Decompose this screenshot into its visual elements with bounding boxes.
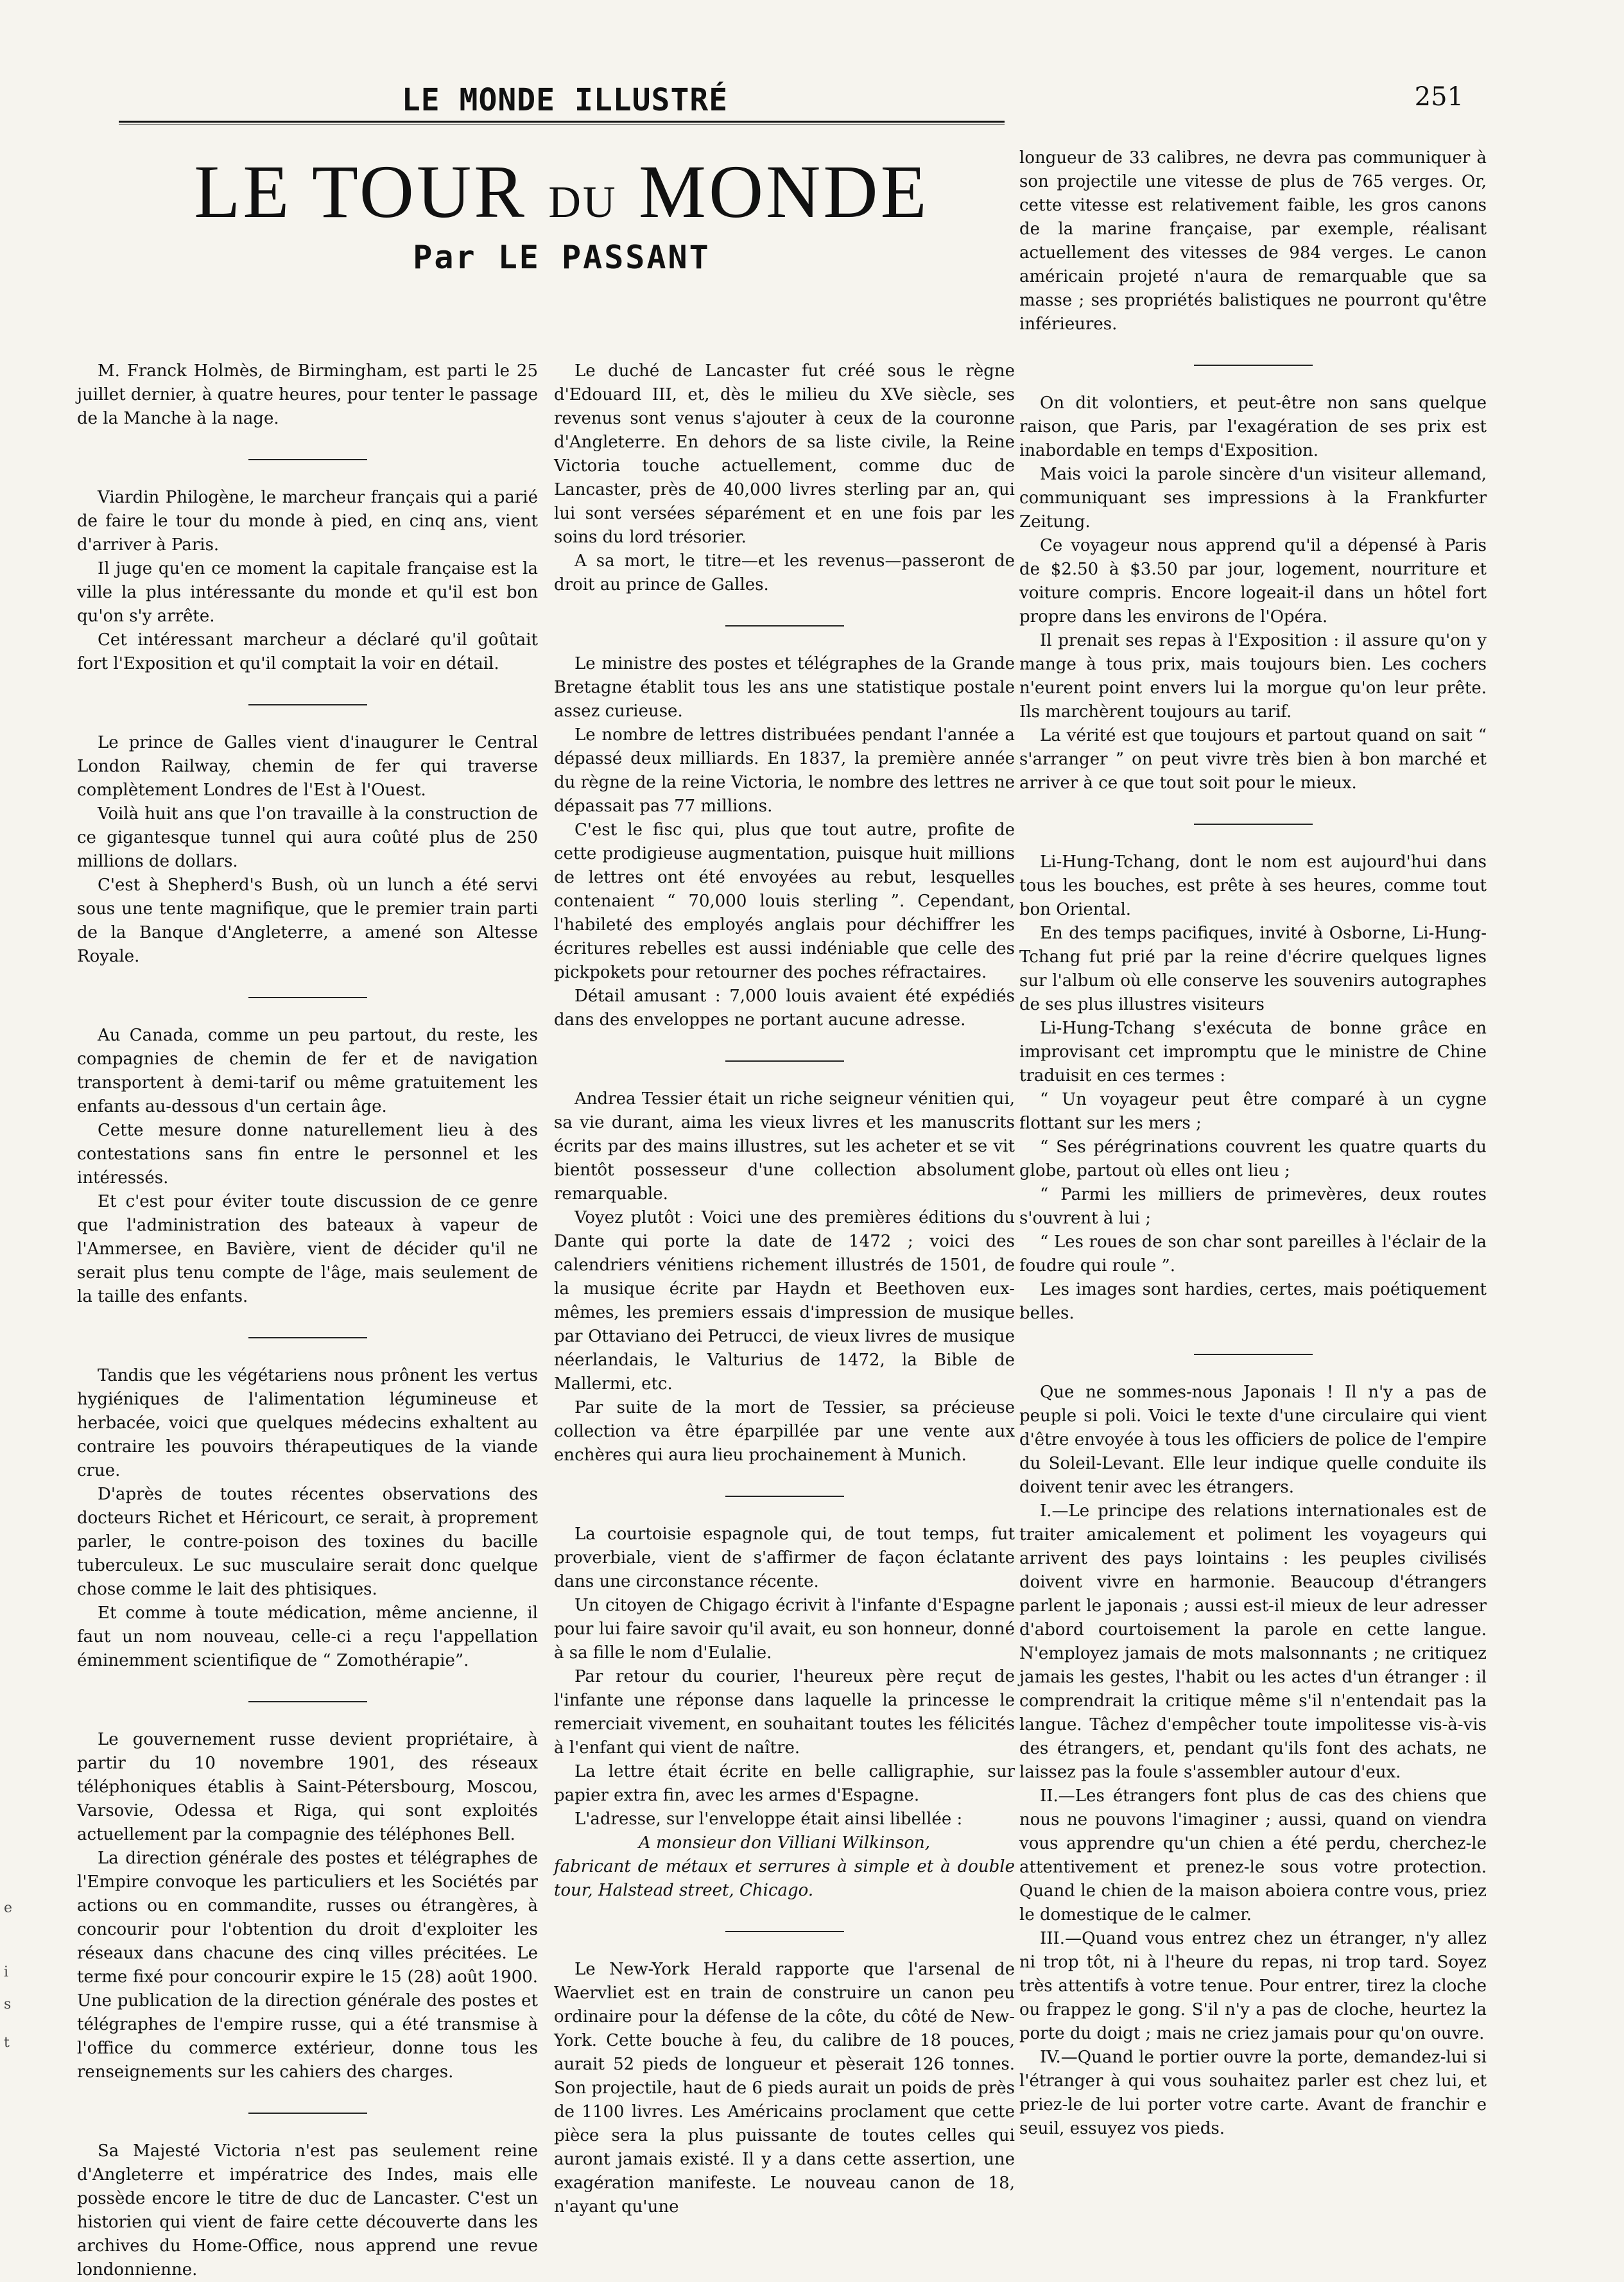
- paragraph: Mais voici la parole sincère d'un visiteur allemand, communiquant ses impressions à la Frankfurter Zeitung.: [1019, 465, 1487, 532]
- article-separator: [725, 1060, 844, 1062]
- paragraph: “ Un voyageur peut être comparé à un cygne flottant sur les mers ;: [1019, 1090, 1487, 1133]
- paragraph: “ Les roues de son char sont pareilles à l'éclair de la foudre qui roule ”.: [1019, 1232, 1487, 1275]
- paragraph: III.—Quand vous entrez chez un étranger, n'y allez ni trop tôt, ni à l'heure du repas, ni trop tard. Soyez très attentifs à votre tenue. Pour entrer, tirez la cloche ou frappez le gong. S'il n'y a pas de cloche, heurtez la porte du doigt ; mais ne criez jamais pour qu'on ouvre.: [1019, 1929, 1487, 2043]
- paragraph: La lettre était écrite en belle calligraphie, sur papier extra fin, avec les armes d'Espagne.: [554, 1762, 1015, 1805]
- paragraph: Au Canada, comme un peu partout, du reste, les compagnies de chemin de fer et de navigation transportent à demi-tarif ou même gratuitement les enfants au-dessous d'un certain âge.: [77, 1026, 538, 1116]
- page-number: 251: [1414, 82, 1464, 112]
- paragraph: L'adresse, sur l'enveloppe était ainsi libellée :: [574, 1810, 963, 1829]
- header-rule: [119, 121, 1005, 123]
- article-separator: [248, 2113, 367, 2114]
- envelope-address-line-2: fabricant de métaux et serrures à simple et à double tour, Halstead street, Chicago.: [554, 1857, 1015, 1900]
- paragraph: Sa Majesté Victoria n'est pas seulement reine d'Angleterre et impératrice des Indes, mais elle possède encore le titre de duc de Lancaster. C'est un historien qui vient de faire cette découverte dans les archives du Home-Office, nous apprend une revue londonnienne.: [77, 2141, 538, 2279]
- paragraph: Le New-York Herald rapporte que l'arsenal de Waervliet est en train de construire un canon peu ordinaire pour la défense de la côte, du côté de New-York. Cette bouche à feu, du calibre de 18 pouces, aurait 52 pieds de longueur et pèserait 126 tonnes. Son projectile, haut de 6 pieds aurait un poids de près de 1100 livres. Les Américains proclament que cette pièce sera la plus puissante de toutes celles qui auront jamais existé. Il y a dans cette assertion, une exagération manifeste. Le nouveau canon de 18, n'ayant qu'une: [554, 1960, 1015, 2217]
- paragraph: Ce voyageur nous apprend qu'il a dépensé à Paris de $2.50 à $3.50 par jour, logement, nourriture et voiture compris. Encore logeait-il dans un hôtel fort propre dans les environs de l'Opéra.: [1019, 536, 1487, 627]
- paragraph: Un citoyen de Chigago écrivit à l'infante d'Espagne pour lui faire savoir qu'il avait, eu son honneur, donné à sa fille le nom d'Eulalie.: [554, 1596, 1015, 1663]
- paragraph: Et comme à toute médication, même ancienne, il faut un nom nouveau, celle-ci a reçu l'appellation éminemment scientifique de “ Zomothérapie”.: [77, 1603, 538, 1670]
- paragraph: Cette mesure donne naturellement lieu à des contestations sans fin entre le personnel et les intéressés.: [77, 1121, 538, 1188]
- envelope-address-line-1: A monsieur don Villiani Wilkinson,: [638, 1833, 930, 1853]
- paragraph: Les images sont hardies, certes, mais poétiquement belles.: [1019, 1280, 1487, 1323]
- paragraph: Voyez plutôt : Voici une des premières éditions du Dante qui porte la date de 1472 ; voici des calendriers vénitiens richement illustrés de 1501, de la musique écrite par Haydn et Beethoven eux-mêmes, les premiers essais d'impression de musique par Ottaviano dei Petrucci, de vieux livres de musique néerlandais, le Valturius de 1472, la Bible de Mallermi, etc.: [554, 1208, 1015, 1394]
- paragraph: Li-Hung-Tchang s'exécuta de bonne grâce en improvisant cet impromptu que le ministre de Chine traduisit en ces termes :: [1019, 1019, 1487, 1085]
- paragraph: “ Ses pérégrinations couvrent les quatre quarts du globe, partout où elles ont lieu ;: [1019, 1137, 1487, 1180]
- paragraph: Détail amusant : 7,000 louis avaient été expédiés dans des enveloppes ne portant aucune adresse.: [554, 987, 1015, 1030]
- title-part-2: MONDE: [639, 150, 929, 234]
- paragraph: Tandis que les végétariens nous prônent les vertus hygiéniques de l'alimentation légumineuse et herbacée, voici que quelques médecins exhaltent au contraire les pouvoirs thérapeutiques de la viande crue.: [77, 1366, 538, 1480]
- byline: Par LE PASSANT: [413, 239, 711, 276]
- paragraph: Le nombre de lettres distribuées pendant l'année a dépassé deux milliards. En 1837, la première année du règne de la reine Victoria, le nombre des lettres ne dépassait pas 77 millions.: [554, 725, 1015, 816]
- paragraph: La courtoisie espagnole qui, de tout temps, fut proverbiale, vient de s'affirmer de façon éclatante dans une circonstance récente.: [554, 1525, 1015, 1591]
- article-separator: [1194, 824, 1313, 825]
- article-title: [119, 150, 1005, 234]
- article-separator: [248, 1337, 367, 1338]
- article: [77, 1364, 538, 1673]
- paragraph: Par retour du courier, l'heureux père reçut de l'infante une réponse dans laquelle la princesse le remerciait vivement, en souhaitant toutes les félicités à l'enfant qui vient de naître.: [554, 1667, 1015, 1758]
- article-separator: [725, 1496, 844, 1497]
- paragraph: C'est le fisc qui, plus que tout autre, profite de cette prodigieuse augmentation, puisque huit millions de lettres ont été envoyées au rebut, lesquelles contenaient “ 70,000 louis sterling ”. Cependant, l'habileté des employés anglais pour déchiffrer les écritures rebelles est aussi indéniable que celle des pickpokets pour retourner des poches réfractaires.: [554, 820, 1015, 982]
- paragraph: M. Franck Holmès, de Birmingham, est parti le 25 juillet dernier, à quatre heures, pour tenter le passage de la Manche à la nage.: [77, 361, 538, 428]
- paragraph: D'après de toutes récentes observations des docteurs Richet et Héricourt, ce serait, à proprement parler, le contre-poison des toxines du bacille tuberculeux. Le suc musculaire serait donc quelque chose comme le lait des phtisiques.: [77, 1485, 538, 1599]
- paragraph: En des temps pacifiques, invité à Osborne, Li-Hung-Tchang fut prié par la reine d'écrire quelques lignes sur l'album où elle conserve les souvenirs autographes de ses plus illustres visiteurs: [1019, 924, 1487, 1014]
- paragraph: A sa mort, le titre—et les revenus—passeront de droit au prince de Galles.: [554, 551, 1015, 594]
- paragraph: C'est à Shepherd's Bush, où un lunch a été servi sous une tente magnifique, que le premier train parti de la Banque d'Angleterre, a amené son Altesse Royale.: [77, 876, 538, 966]
- paragraph: Voilà huit ans que l'on travaille à la construction de ce gigantesque tunnel qui aura coûté plus de 250 millions de dollars.: [77, 804, 538, 871]
- paragraph: On dit volontiers, et peut-être non sans quelque raison, que Paris, par l'exagération de ses prix est inabordable en temps d'Exposition.: [1019, 393, 1487, 460]
- article: [554, 1523, 1015, 1903]
- article-separator: [725, 625, 844, 627]
- margin-mark: i: [4, 1964, 9, 1980]
- article-separator: [248, 459, 367, 460]
- paragraph: Le ministre des postes et télégraphes de la Grande Bretagne établit tous les ans une statistique postale assez curieuse.: [554, 654, 1015, 721]
- article-separator: [248, 997, 367, 998]
- article: [1019, 392, 1487, 795]
- article-separator: [248, 1701, 367, 1702]
- column-3: [1019, 146, 1487, 2141]
- paragraph: “ Parmi les milliers de primevères, deux routes s'ouvrent à lui ;: [1019, 1185, 1487, 1228]
- column-2: [554, 359, 1015, 2219]
- margin-mark: e: [4, 1900, 13, 1916]
- paragraph: La direction générale des postes et télégraphes de l'Empire convoque les particuliers et les Sociétés par actions ou en commandite, russes ou étrangères, à concourir pour l'obtention du droit d'exploiter les réseaux dans chacune des cinq villes précitées. Le terme fixé pour concourir expire le 15 (28) août 1900. Une publication de la direction générale des postes et télégraphes de l'empire russe, qui a été transmise à l'office du commerce extérieur, donne tous les renseignements sur les cahiers des charges.: [77, 1849, 538, 2082]
- paragraph: Et c'est pour éviter toute discussion de ce genre que l'administration des bateaux à vapeur de l'Ammersee, en Bavière, vient de décider qu'il ne serait plus tenu compte de l'âge, mais seulement de la taille des enfants.: [77, 1192, 538, 1306]
- article: [77, 1024, 538, 1309]
- paragraph: Le gouvernement russe devient propriétaire, à partir du 10 novembre 1901, des réseaux téléphoniques établis à Saint-Pétersbourg, Moscou, Varsovie, Odessa et Riga, qui sont exploités actuellement par la compagnie des téléphones Bell.: [77, 1730, 538, 1844]
- article: [77, 1728, 538, 2084]
- paragraph: Que ne sommes-nous Japonais ! Il n'y a pas de peuple si poli. Voici le texte d'une circulaire qui vient d'être envoyée à tous les officiers de police de l'empire du Soleil-Levant. Elle leur indique quelle conduite ils doivent tenir avec les étrangers.: [1019, 1383, 1487, 1497]
- paragraph: La vérité est que toujours et partout quand on sait “ s'arranger ” on peut vivre très bien à bon marché et arriver à ce que tout soit pour le mieux.: [1019, 726, 1487, 793]
- paragraph: Il prenait ses repas à l'Exposition : il assure qu'on y mange à tous prix, mais toujours bien. Les cochers n'eurent point envers lui la morgue qu'on leur prête. Ils marchèrent toujours au tarif.: [1019, 631, 1487, 722]
- article: [77, 2139, 538, 2282]
- title-part-1: LE TOUR: [194, 150, 527, 234]
- column-1: [77, 359, 538, 2282]
- journal-title: LE MONDE ILLUSTRÉ: [401, 82, 729, 118]
- article-separator: [1194, 365, 1313, 366]
- article: [77, 486, 538, 676]
- paragraph: Le prince de Galles vient d'inaugurer le Central London Railway, chemin de fer qui traverse complètement Londres de l'Est à l'Ouest.: [77, 733, 538, 800]
- paragraph: longueur de 33 calibres, ne devra pas communiquer à son projectile une vitesse de plus de 765 verges. Or, cette vitesse est relativement faible, les gros canons de la marine française, par exemple, réalisant actuellement des vitesses de 984 verges. Le canon américain projeté n'aura de remarquable que sa masse ; ses propriétés balistiques ne pourront qu'être inférieures.: [1019, 148, 1487, 334]
- article: [554, 652, 1015, 1032]
- article: [554, 359, 1015, 597]
- article-separator: [725, 1931, 844, 1932]
- margin-mark: t: [4, 2035, 10, 2051]
- article: [77, 359, 538, 431]
- article: [77, 731, 538, 969]
- article: [1019, 1381, 1487, 2141]
- article-separator: [1194, 1354, 1313, 1355]
- paragraph: Cet intéressant marcheur a déclaré qu'il goûtait fort l'Exposition et qu'il comptait la voir en détail.: [77, 630, 538, 673]
- article: [554, 1087, 1015, 1467]
- article-separator: [248, 704, 367, 705]
- paragraph: I.—Le principe des relations internationales est de traiter amicalement et poliment les voyageurs qui arrivent des pays lointains : les peuples civilisés doivent vivre en harmonie. Beaucoup d'étrangers parlent le japonais ; aussi est-il mieux de leur adresser d'abord courtoisement la parole en cette langue. N'employez jamais de mots malsonnants ; ne critiquez jamais les gestes, l'habit ou les actes d'un étranger : il comprendrait la critique même s'il n'entendait pas la langue. Tâchez d'empêcher toute impolitesse vis-à-vis des étrangers, et, pendant qu'ils font des achats, ne laissez pas la foule s'assembler autour d'eux.: [1019, 1501, 1487, 1782]
- paragraph: IV.—Quand le portier ouvre la porte, demandez-lui si l'étranger à qui vous souhaitez parler est chez lui, et priez-le de lui porter votre carte. Avant de franchir e seuil, essuyez vos pieds.: [1019, 2048, 1487, 2138]
- running-header: [122, 82, 1464, 118]
- margin-mark: s: [4, 1996, 12, 2012]
- article: [554, 1958, 1015, 2219]
- article: [1019, 851, 1487, 1326]
- left-margin-marks: [0, 0, 26, 2208]
- paragraph: Par suite de la mort de Tessier, sa précieuse collection va être éparpillée par une vente aux enchères qui aura lieu prochainement à Munich.: [554, 1398, 1015, 1465]
- paragraph: Le duché de Lancaster fut créé sous le règne d'Edouard III, et, dès le milieu du XVe siècle, ses revenus sont venus s'ajouter à ceux de la couronne d'Angleterre. En dehors de sa liste civile, la Reine Victoria touche actuellement, comme duc de Lancaster, près de 40,000 livres sterling par an, qui lui sont versées séparément et en une fois par les soins du lord trésorier.: [554, 361, 1015, 547]
- paragraph: Andrea Tessier était un riche seigneur vénitien qui, sa vie durant, aima les vieux livres et les manuscrits écrits par des mains illustres, sut les acheter et se vit bientôt possesseur d'une collection absolument remarquable.: [554, 1089, 1015, 1204]
- paragraph: II.—Les étrangers font plus de cas des chiens que nous ne pouvons l'imaginer ; aussi, quand on viendra vous apprendre qu'un chien a été perdu, cherchez-le attentivement et prenez-le sous votre protection. Quand le chien de la maison aboiera contre vous, priez le domestique de le calmer.: [1019, 1786, 1487, 1924]
- article: [1019, 146, 1487, 336]
- title-part-du: DU: [548, 178, 618, 227]
- paragraph: Viardin Philogène, le marcheur français qui a parié de faire le tour du monde à pied, en cinq ans, vient d'arriver à Paris.: [77, 488, 538, 555]
- paragraph: Li-Hung-Tchang, dont le nom est aujourd'hui dans tous les bouches, est prête à ses heures, comme tout bon Oriental.: [1019, 852, 1487, 919]
- paragraph: Il juge qu'en ce moment la capitale française est la ville la plus intéressante du monde et qu'il est bon qu'on s'y arrête.: [77, 559, 538, 626]
